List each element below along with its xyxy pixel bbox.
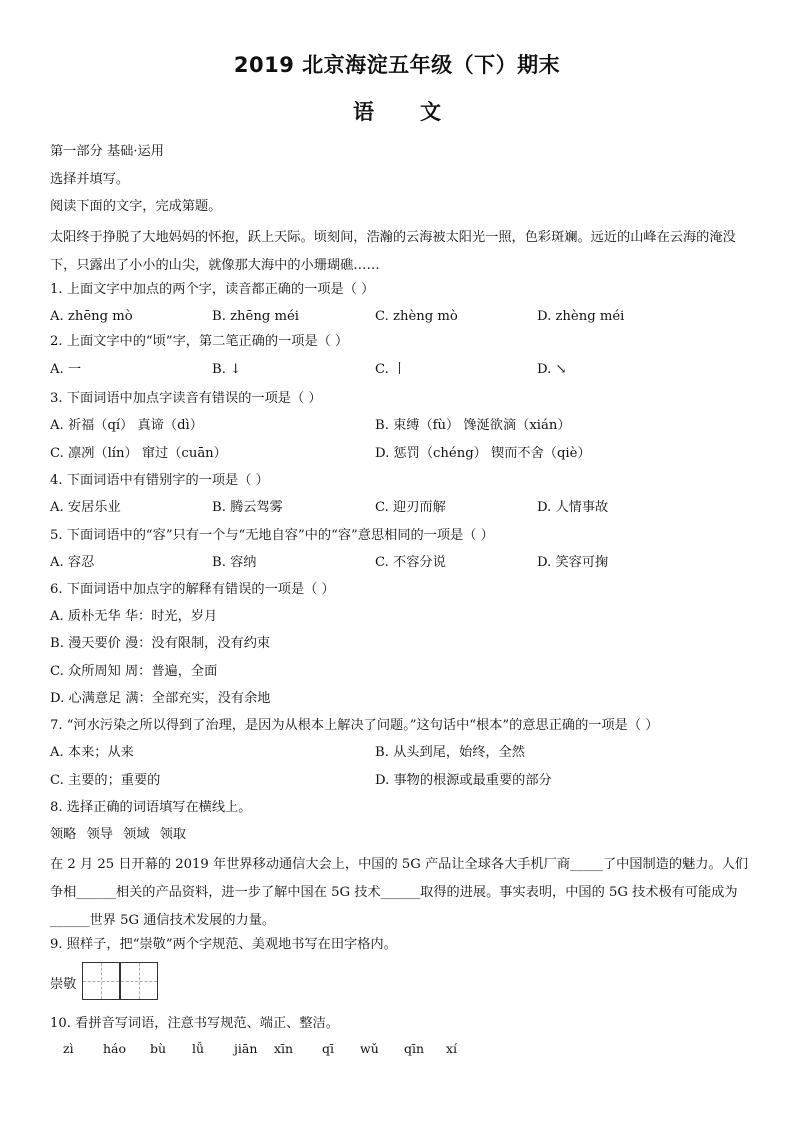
tian-grid-cell-1[interactable] bbox=[82, 962, 120, 1000]
q5-option-c[interactable]: C. 不容分说 bbox=[375, 555, 446, 570]
q4-option-c[interactable]: C. 迎刃而解 bbox=[375, 500, 446, 515]
q2-option-d[interactable]: D. ↘ bbox=[537, 362, 567, 377]
pinyin-syllable: háo bbox=[103, 1041, 127, 1056]
question-9: 9. 照样子，把“崇敬”两个字规范、美观地书写在田字格内。 bbox=[50, 937, 397, 952]
q8-word-choices: 领略 领导 领域 领取 bbox=[50, 827, 187, 842]
pinyin-syllable: qīn bbox=[404, 1041, 425, 1056]
reading-passage: 太阳终于挣脱了大地妈妈的怀抱，跃上天际。顷刻间，浩瀚的云海被太阳光一照，色彩斑斓。远近的山峰在云海的淹没下，只露出了小小的山尖，就像那大海中的小珊瑚礁…… bbox=[50, 230, 736, 273]
question-7-options-row1 bbox=[50, 744, 750, 762]
q2-option-a[interactable]: A. 一 bbox=[50, 362, 82, 377]
tian-grid-cell-2[interactable] bbox=[120, 962, 158, 1000]
question-5-options bbox=[50, 554, 750, 572]
q1-option-c[interactable]: C. zhèng mò bbox=[375, 309, 458, 324]
q4-option-b[interactable]: B. 腾云驾雾 bbox=[212, 500, 283, 515]
q6-option-d[interactable]: D. 心满意足 满：全部充实，没有余地 bbox=[50, 691, 271, 706]
q3-option-c[interactable]: C. 凛冽（lín） 窜过（cuān） bbox=[50, 446, 227, 461]
q5-option-d[interactable]: D. 笑容可掬 bbox=[537, 555, 609, 570]
q3-option-d[interactable]: D. 惩罚（chéng） 锲而不舍（qiè） bbox=[375, 446, 591, 461]
question-3: 3. 下面词语中加点字读音有错误的一项是（ ） bbox=[50, 391, 322, 406]
q1-option-d[interactable]: D. zhèng méi bbox=[537, 309, 625, 324]
question-2-options bbox=[50, 361, 750, 379]
q6-option-a[interactable]: A. 质朴无华 华：时光，岁月 bbox=[50, 609, 218, 624]
q1-option-b[interactable]: B. zhēng méi bbox=[212, 309, 299, 324]
question-4: 4. 下面词语中有错别字的一项是（ ） bbox=[50, 473, 269, 488]
q8-fill-passage[interactable]: 在 2 月 25 日开幕的 2019 年世界移动通信大会上，中国的 5G 产品让全球各大手机厂商_____了中国制造的魅力。人们争相______相关的产品资料，进一步了解中国在 5G 技术______取得的进展。事实表明，中国的 5G 技术极有可能成为______世界 5G 通信技术发展的力量。 bbox=[50, 857, 749, 928]
question-3-options-row1 bbox=[50, 417, 750, 435]
question-6: 6. 下面词语中加点字的解释有错误的一项是（ ） bbox=[50, 582, 335, 597]
q7-option-d[interactable]: D. 事物的根源或最重要的部分 bbox=[375, 773, 552, 788]
section-instruction: 选择并填写。 bbox=[50, 172, 130, 187]
q6-option-c[interactable]: C. 众所周知 周：普遍，全面 bbox=[50, 664, 218, 679]
pinyin-syllable: jiān bbox=[234, 1041, 258, 1056]
subject-title: 语文 bbox=[353, 100, 487, 124]
q5-option-a[interactable]: A. 容忍 bbox=[50, 555, 95, 570]
q6-option-b[interactable]: B. 漫天要价 漫：没有限制，没有约束 bbox=[50, 636, 271, 651]
pinyin-syllable: xīn bbox=[274, 1041, 294, 1056]
q1-option-a[interactable]: A. zhēng mò bbox=[50, 309, 133, 324]
question-5: 5. 下面词语中的“容”只有一个与“无地自容”中的“容”意思相同的一项是（ ） bbox=[50, 528, 494, 543]
pinyin-syllable: qī bbox=[322, 1041, 334, 1056]
q9-sample-word: 崇敬 bbox=[50, 977, 77, 992]
q7-option-b[interactable]: B. 从头到尾，始终，全然 bbox=[375, 745, 525, 760]
question-3-options-row2 bbox=[50, 445, 750, 463]
q2-option-c[interactable]: C. 丨 bbox=[375, 362, 407, 377]
question-1-options bbox=[50, 308, 750, 326]
q5-option-b[interactable]: B. 容纳 bbox=[212, 555, 257, 570]
pinyin-syllable: zì bbox=[63, 1041, 74, 1056]
q4-option-d[interactable]: D. 人情事故 bbox=[537, 500, 609, 515]
question-1: 1. 上面文字中加点的两个字，读音都正确的一项是（ ） bbox=[50, 282, 375, 297]
q3-option-a[interactable]: A. 祈福（qí） 真谛（dì） bbox=[50, 418, 203, 433]
reading-intro: 阅读下面的文字，完成第题。 bbox=[50, 199, 222, 214]
question-8: 8. 选择正确的词语填写在横线上。 bbox=[50, 800, 252, 815]
pinyin-syllable: bù bbox=[150, 1041, 167, 1056]
question-7-options-row2 bbox=[50, 772, 750, 790]
section-part-label: 第一部分 基础·运用 bbox=[50, 144, 164, 159]
pinyin-syllable: xí bbox=[446, 1041, 458, 1056]
question-10: 10. 看拼音写词语，注意书写规范、端正、整洁。 bbox=[50, 1016, 339, 1031]
q7-option-a[interactable]: A. 本来；从来 bbox=[50, 745, 134, 760]
question-4-options bbox=[50, 499, 750, 517]
exam-title: 2019 北京海淀五年级（下）期末 bbox=[233, 53, 561, 77]
q3-option-b[interactable]: B. 束缚（fù） 馋涎欲滴（xián） bbox=[375, 418, 571, 433]
q2-option-b[interactable]: B. ↓ bbox=[212, 362, 242, 377]
q7-option-c[interactable]: C. 主要的；重要的 bbox=[50, 773, 161, 788]
question-7: 7. “河水污染之所以得到了治理，是因为从根本上解决了问题。”这句话中“根本”的意思正确的一项是（ ） bbox=[50, 718, 659, 733]
q4-option-a[interactable]: A. 安居乐业 bbox=[50, 500, 121, 515]
pinyin-syllable: lǚ bbox=[192, 1041, 205, 1056]
pinyin-syllable: wǔ bbox=[360, 1041, 379, 1056]
question-2: 2. 上面文字中的“顷”字，第二笔正确的一项是（ ） bbox=[50, 334, 349, 349]
